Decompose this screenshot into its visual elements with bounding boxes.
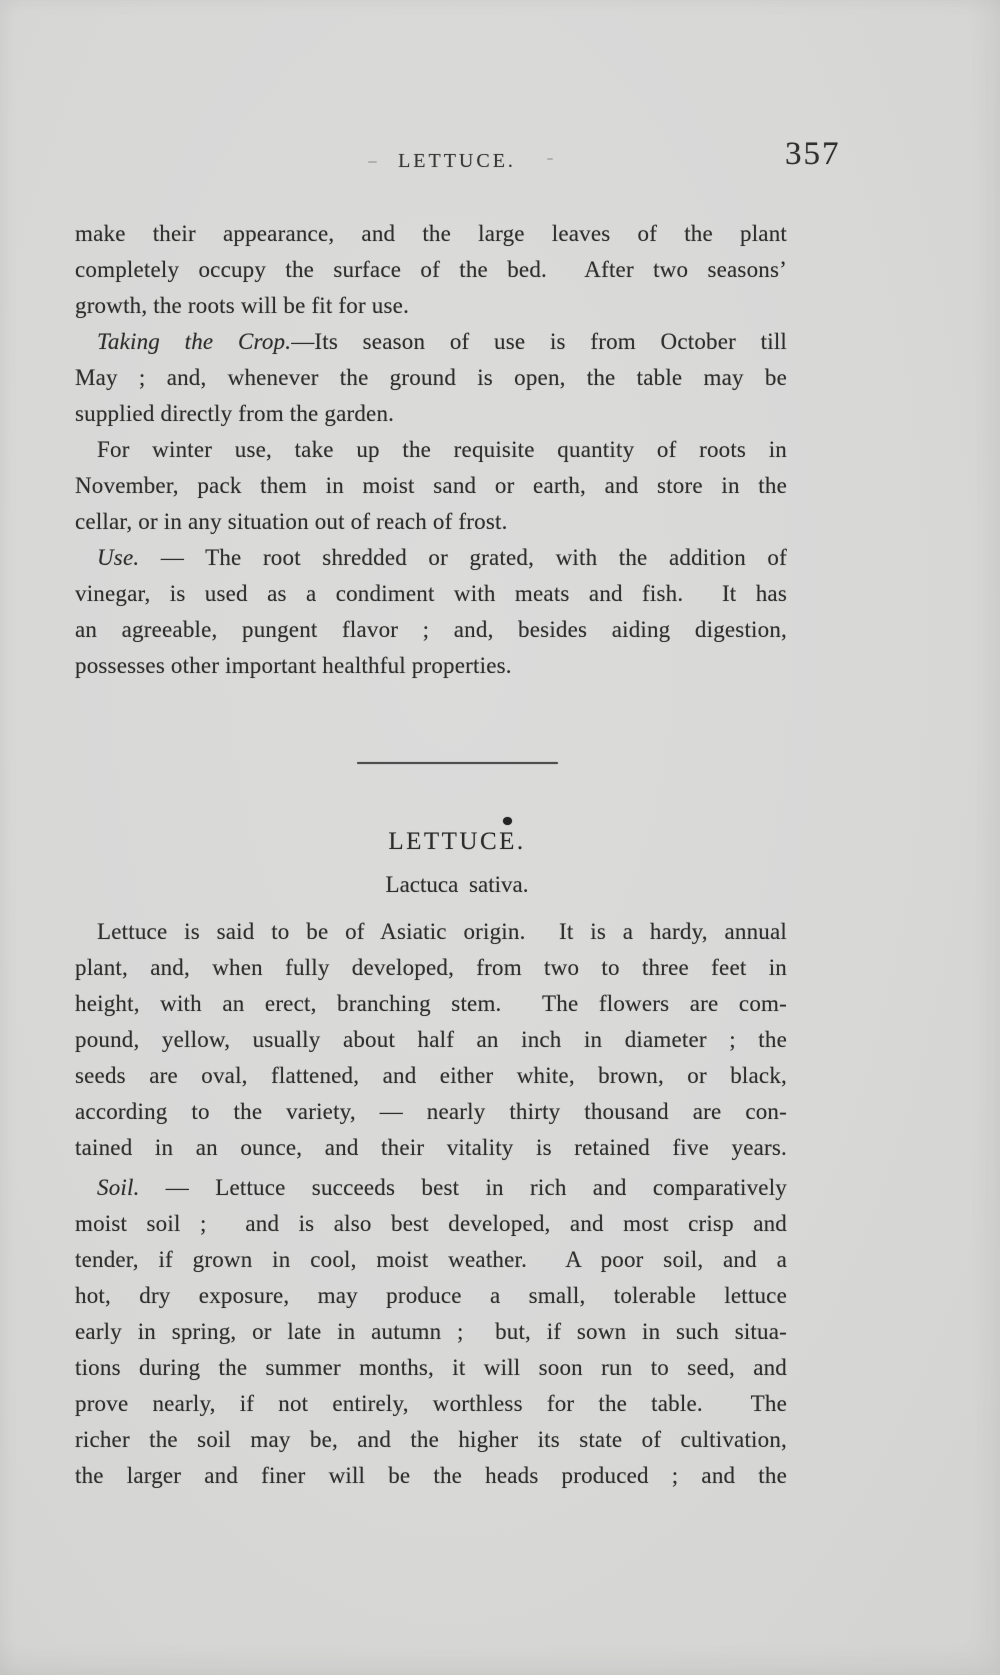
- running-title: LETTUCE.: [398, 150, 516, 172]
- paragraph-lead: Use.: [97, 545, 140, 570]
- paragraph-winter-use: [75, 432, 787, 540]
- paragraph-lettuce-intro: [75, 914, 787, 1166]
- text-line: tions during the summer months, it will soon run to seed, and: [75, 1355, 787, 1380]
- text-line: vinegar, is used as a condiment with meats and fish. It has: [75, 581, 787, 606]
- section-subheading-latin-name: Lactuca sativa.: [385, 872, 529, 897]
- text-line: seeds are oval, flattened, and either white, brown, or black,: [75, 1063, 787, 1088]
- text-line: moist soil ; and is also best developed, and most crisp and: [75, 1211, 787, 1236]
- text-line: [75, 540, 787, 576]
- text-line: early in spring, or late in autumn ; but, if sown in such situa-: [75, 1319, 787, 1344]
- ink-spot-artifact: [503, 817, 512, 825]
- body-text-top: [75, 216, 787, 684]
- text-line: [75, 324, 787, 360]
- text-line: possesses other important healthful properties.: [75, 653, 512, 678]
- text-line: For winter use, take up the requisite quantity of roots in: [97, 437, 787, 462]
- text-line: [75, 1170, 787, 1206]
- text-line: May ; and, whenever the ground is open, the table may be: [75, 365, 787, 390]
- text-line: hot, dry exposure, may produce a small, tolerable lettuce: [75, 1283, 787, 1308]
- text-line: prove nearly, if not entirely, worthless for the table. The: [75, 1391, 787, 1416]
- paragraph-lead-rest: — The root shredded or grated, with the addition of: [139, 545, 787, 570]
- text-line: growth, the roots will be fit for use.: [75, 293, 410, 318]
- text-line: pound, yellow, usually about half an inch in diameter ; the: [75, 1027, 787, 1052]
- paragraph-lead-rest: — Lettuce succeeds best in rich and comparatively: [139, 1175, 787, 1200]
- text-line: the larger and finer will be the heads produced ; and the: [75, 1463, 787, 1488]
- text-line: tained in an ounce, and their vitality is retained five years.: [75, 1135, 787, 1160]
- text-line: according to the variety, — nearly thirty thousand are con-: [75, 1099, 787, 1124]
- paragraph-lead: Soil.: [97, 1175, 140, 1200]
- text-line: height, with an erect, branching stem. The flowers are com-: [75, 991, 787, 1016]
- text-line: Lettuce is said to be of Asiatic origin. It is a hardy, annual: [97, 919, 787, 944]
- scan-artifact: [368, 161, 377, 163]
- body-text-section: [75, 914, 787, 1494]
- text-line: completely occupy the surface of the bed. After two seasons’: [75, 257, 787, 282]
- page-number: 357: [785, 136, 841, 172]
- paragraph-soil: [75, 1170, 787, 1494]
- text-line: supplied directly from the garden.: [75, 401, 395, 426]
- paragraph-lead: Taking the Crop.: [97, 329, 292, 354]
- text-line: richer the soil may be, and the higher its state of cultivation,: [75, 1427, 787, 1452]
- text-line: plant, and, when fully developed, from two to three feet in: [75, 955, 787, 980]
- text-line: make their appearance, and the large leaves of the plant: [75, 221, 787, 246]
- paragraph-lead-rest: —Its season of use is from October till: [291, 329, 787, 354]
- text-line: an agreeable, pungent flavor ; and, besides aiding digestion,: [75, 617, 787, 642]
- text-line: November, pack them in moist sand or earth, and store in the: [75, 473, 787, 498]
- paragraph-use: [75, 540, 787, 684]
- paragraph-taking-the-crop: [75, 324, 787, 432]
- text-line: cellar, or in any situation out of reach of frost.: [75, 509, 508, 534]
- section-divider-rule: [357, 762, 558, 764]
- paragraph: [75, 216, 787, 324]
- scan-artifact: [547, 158, 553, 160]
- text-line: tender, if grown in cool, moist weather. A poor soil, and a: [75, 1247, 787, 1272]
- section-heading: LETTUCE.: [388, 828, 526, 855]
